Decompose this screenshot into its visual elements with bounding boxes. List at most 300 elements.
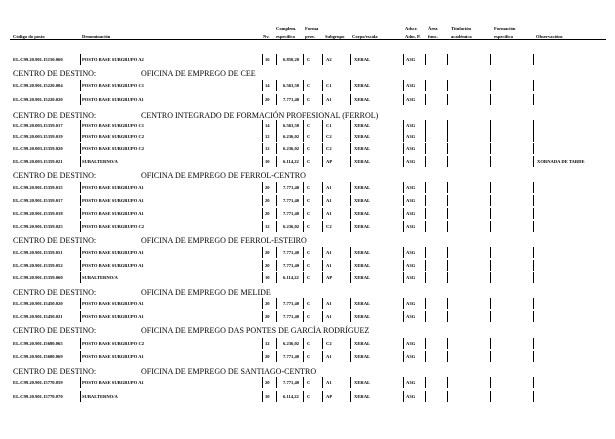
- column-rule: [490, 182, 491, 193]
- column-rule: [490, 247, 491, 258]
- header-denominacion: Denominación: [82, 34, 111, 39]
- column-rule: [80, 272, 81, 283]
- column-rule: [276, 208, 277, 219]
- cell-codigo: EL.C99.20.901.15450.020: [13, 301, 63, 306]
- cell-subgrupo: A1: [326, 263, 332, 268]
- column-rule: [262, 143, 263, 154]
- cell-denominacion: POSTO BASE SUBGRUPO A1: [82, 301, 144, 306]
- cell-codigo: EL.C99.20.901.15220.004: [13, 83, 63, 88]
- column-rule: [533, 221, 534, 232]
- cell-nivel: 20: [265, 250, 270, 255]
- column-rule: [490, 377, 491, 388]
- cell-nivel: 20: [265, 185, 270, 190]
- table-row: [0, 209, 615, 219]
- header-nivel: Nv.: [263, 34, 270, 39]
- column-rule: [80, 94, 81, 105]
- column-rule: [262, 298, 263, 309]
- cell-denominacion: SUBALTERNO/A: [82, 159, 118, 164]
- column-rule: [276, 247, 277, 258]
- column-rule: [303, 311, 304, 322]
- header-formacion-top: Formación: [494, 26, 516, 31]
- column-rule: [425, 351, 426, 362]
- column-rule: [303, 247, 304, 258]
- column-rule: [425, 247, 426, 258]
- cell-nivel: 12: [265, 341, 270, 346]
- section-label: CENTRO DE DESTINO:: [13, 171, 97, 180]
- column-rule: [262, 247, 263, 258]
- column-rule: [533, 195, 534, 206]
- column-rule: [80, 54, 81, 65]
- column-rule: [490, 338, 491, 349]
- column-rule: [425, 260, 426, 271]
- cell-denominacion: POSTO BASE SUBGRUPO A1: [82, 97, 144, 102]
- column-rule: [80, 311, 81, 322]
- cell-subgrupo: A1: [326, 354, 332, 359]
- cell-forma: C: [307, 250, 311, 255]
- column-rule: [303, 182, 304, 193]
- cell-subgrupo: A1: [326, 314, 332, 319]
- column-rule: [262, 131, 263, 142]
- cell-codigo: EL.C99.20.003.15359.019: [13, 134, 63, 139]
- cell-corpo: XERAL: [354, 275, 371, 280]
- cell-corpo: XERAL: [354, 263, 371, 268]
- cell-complemento: 6.236,02: [283, 224, 300, 229]
- column-rule: [322, 195, 323, 206]
- cell-subgrupo: A1: [326, 97, 332, 102]
- column-rule: [276, 120, 277, 131]
- column-rule: [276, 272, 277, 283]
- cell-denominacion: POSTO BASE SUBGRUPO C2: [82, 134, 145, 139]
- cell-complemento: 6.114,22: [283, 275, 299, 280]
- column-rule: [276, 195, 277, 206]
- column-rule: [262, 351, 263, 362]
- cell-adscricion: A3G: [406, 57, 416, 62]
- column-rule: [262, 156, 263, 167]
- column-rule: [490, 80, 491, 91]
- cell-adscricion: A3G: [406, 198, 416, 203]
- column-rule: [303, 80, 304, 91]
- column-rule: [350, 195, 351, 206]
- cell-adscricion: A3G: [406, 275, 416, 280]
- cell-nivel: 10: [265, 394, 270, 399]
- header-corpo: Corpo/escala: [352, 34, 378, 39]
- column-rule: [447, 377, 448, 388]
- cell-nivel: 20: [265, 380, 270, 385]
- cell-forma: C: [307, 354, 311, 359]
- table-row: [0, 352, 615, 362]
- column-rule: [80, 260, 81, 271]
- table-row: [0, 312, 615, 322]
- header-adscricion-top: Adscr.: [405, 26, 418, 31]
- column-rule: [322, 272, 323, 283]
- cell-corpo: XERAL: [354, 83, 371, 88]
- column-rule: [322, 54, 323, 65]
- cell-adscricion: A3G: [406, 263, 416, 268]
- column-rule: [80, 208, 81, 219]
- cell-subgrupo: A1: [326, 185, 332, 190]
- column-rule: [447, 272, 448, 283]
- column-rule: [350, 391, 351, 402]
- column-rule: [80, 131, 81, 142]
- column-rule: [447, 311, 448, 322]
- column-rule: [350, 311, 351, 322]
- cell-denominacion: POSTO BASE SUBGRUPO A1: [82, 211, 144, 216]
- column-rule: [425, 131, 426, 142]
- cell-forma: C: [307, 198, 311, 203]
- column-rule: [533, 351, 534, 362]
- column-rule: [425, 338, 426, 349]
- cell-codigo: EL.C99.20.901.15450.021: [13, 314, 63, 319]
- column-rule: [533, 298, 534, 309]
- column-rule: [425, 54, 426, 65]
- column-rule: [80, 182, 81, 193]
- column-rule: [403, 221, 404, 232]
- column-rule: [533, 247, 534, 258]
- cell-adscricion: A3G: [406, 394, 416, 399]
- cell-complemento: 7.771,40: [283, 198, 300, 203]
- column-rule: [425, 391, 426, 402]
- column-rule: [262, 311, 263, 322]
- cell-denominacion: SUBALTERNO/A: [82, 275, 118, 280]
- cell-adscricion: A3G: [406, 134, 416, 139]
- column-rule: [533, 156, 534, 167]
- header-divider: [10, 39, 606, 40]
- column-rule: [303, 377, 304, 388]
- column-rule: [322, 247, 323, 258]
- cell-corpo: XERAL: [354, 224, 371, 229]
- cell-nivel: 20: [265, 211, 270, 216]
- column-rule: [276, 143, 277, 154]
- cell-nivel: 14: [265, 123, 270, 128]
- cell-nivel: 10: [265, 275, 270, 280]
- column-rule: [80, 143, 81, 154]
- column-rule: [322, 260, 323, 271]
- cell-adscricion: A3G: [406, 97, 416, 102]
- cell-codigo: EL.C99.20.003.15359.021: [13, 159, 63, 164]
- cell-complemento: 7.771,40: [283, 263, 300, 268]
- column-rule: [350, 54, 351, 65]
- cell-complemento: 7.771,40: [283, 211, 300, 216]
- column-rule: [350, 143, 351, 154]
- column-rule: [533, 208, 534, 219]
- column-rule: [303, 54, 304, 65]
- column-rule: [490, 120, 491, 131]
- column-rule: [425, 272, 426, 283]
- cell-codigo: EL.C99.20.003.15359.017: [13, 123, 63, 128]
- cell-forma: C: [307, 211, 311, 216]
- column-rule: [80, 377, 81, 388]
- column-rule: [350, 221, 351, 232]
- column-rule: [533, 391, 534, 402]
- cell-forma: C: [307, 341, 311, 346]
- column-rule: [276, 377, 277, 388]
- cell-observacions: XORNADA DE TARDE: [537, 159, 585, 164]
- cell-complemento: 6.563,50: [283, 83, 300, 88]
- column-rule: [262, 272, 263, 283]
- column-rule: [276, 338, 277, 349]
- column-rule: [322, 143, 323, 154]
- column-rule: [490, 94, 491, 105]
- section-name: OFICINA DE EMPREGO DE FERROL-ESTEIRO: [141, 236, 307, 245]
- column-rule: [322, 131, 323, 142]
- column-rule: [262, 120, 263, 131]
- column-rule: [490, 311, 491, 322]
- table-row: [0, 55, 615, 65]
- cell-denominacion: POSTO BASE SUBGRUPO A2: [82, 57, 144, 62]
- cell-complemento: 6.850,20: [283, 57, 300, 62]
- column-rule: [276, 94, 277, 105]
- table-row: [0, 95, 615, 105]
- section-label: CENTRO DE DESTINO:: [13, 367, 97, 376]
- cell-subgrupo: AP: [326, 394, 333, 399]
- column-rule: [350, 338, 351, 349]
- column-rule: [403, 338, 404, 349]
- table-row: [0, 183, 615, 193]
- column-rule: [447, 80, 448, 91]
- cell-subgrupo: C2: [326, 341, 332, 346]
- table-row: [0, 273, 615, 283]
- column-rule: [303, 391, 304, 402]
- column-rule: [262, 377, 263, 388]
- column-rule: [447, 120, 448, 131]
- column-rule: [403, 54, 404, 65]
- column-rule: [276, 311, 277, 322]
- cell-nivel: 10: [265, 159, 270, 164]
- column-rule: [276, 131, 277, 142]
- cell-codigo: EL.C99.20.901.15359.017: [13, 198, 63, 203]
- cell-forma: C: [307, 146, 311, 151]
- column-rule: [490, 221, 491, 232]
- cell-corpo: XERAL: [354, 159, 371, 164]
- cell-adscricion: A3G: [406, 159, 416, 164]
- column-rule: [350, 260, 351, 271]
- cell-adscricion: A3G: [406, 341, 416, 346]
- column-rule: [322, 377, 323, 388]
- cell-codigo: EL.C99.20.901.15770.070: [13, 394, 63, 399]
- cell-subgrupo: A1: [326, 250, 332, 255]
- cell-nivel: 20: [265, 263, 270, 268]
- cell-forma: C: [307, 314, 311, 319]
- column-rule: [276, 156, 277, 167]
- header-complemento-bottom: específico: [276, 34, 295, 39]
- column-rule: [533, 272, 534, 283]
- cell-forma: C: [307, 134, 311, 139]
- section-label: CENTRO DE DESTINO:: [13, 236, 97, 245]
- column-rule: [303, 298, 304, 309]
- column-rule: [447, 351, 448, 362]
- column-rule: [262, 208, 263, 219]
- cell-codigo: EL.C99.20.901.15359.060: [13, 275, 63, 280]
- cell-subgrupo: A1: [326, 380, 332, 385]
- section-name: OFICINA DE EMPREGO DE SANTIAGO-CENTRO: [141, 367, 317, 376]
- header-formacion-bottom: específica: [494, 34, 513, 39]
- cell-codigo: EL.C99.20.003.15359.020: [13, 146, 63, 151]
- header-observacions: Observacións: [536, 34, 563, 39]
- column-rule: [276, 260, 277, 271]
- cell-adscricion: A3G: [406, 123, 416, 128]
- column-rule: [447, 54, 448, 65]
- section-label: CENTRO DE DESTINO:: [13, 111, 97, 120]
- column-rule: [80, 156, 81, 167]
- column-rule: [403, 377, 404, 388]
- cell-codigo: EL.C99.20.901.15359.015: [13, 185, 63, 190]
- cell-corpo: XERAL: [354, 301, 371, 306]
- column-rule: [262, 54, 263, 65]
- column-rule: [303, 156, 304, 167]
- column-rule: [490, 195, 491, 206]
- cell-subgrupo: A1: [326, 211, 332, 216]
- column-rule: [322, 208, 323, 219]
- column-rule: [303, 94, 304, 105]
- column-rule: [403, 120, 404, 131]
- cell-denominacion: POSTO BASE SUBGRUPO C2: [82, 224, 145, 229]
- cell-denominacion: POSTO BASE SUBGRUPO A1: [82, 198, 144, 203]
- cell-adscricion: A3G: [406, 83, 416, 88]
- table-row: [0, 392, 615, 402]
- table-row: [0, 132, 615, 142]
- cell-codigo: EL.C99.20.901.15680.069: [13, 354, 63, 359]
- cell-nivel: 12: [265, 224, 270, 229]
- column-rule: [80, 338, 81, 349]
- cell-complemento: 6.236,02: [283, 146, 300, 151]
- cell-corpo: XERAL: [354, 134, 371, 139]
- cell-denominacion: POSTO BASE SUBGRUPO C1: [82, 83, 145, 88]
- column-rule: [350, 208, 351, 219]
- column-rule: [303, 338, 304, 349]
- cell-subgrupo: C2: [326, 146, 332, 151]
- column-rule: [490, 143, 491, 154]
- column-rule: [403, 247, 404, 258]
- column-rule: [350, 131, 351, 142]
- cell-complemento: 7.771,40: [283, 314, 300, 319]
- cell-codigo: EL.C99.20.901.15359.052: [13, 263, 63, 268]
- column-rule: [322, 311, 323, 322]
- header-subgrupo: Subgrupo: [325, 34, 345, 39]
- column-rule: [533, 120, 534, 131]
- column-rule: [533, 311, 534, 322]
- cell-corpo: XERAL: [354, 341, 371, 346]
- column-rule: [276, 391, 277, 402]
- cell-complemento: 6.114,22: [283, 159, 299, 164]
- column-rule: [425, 195, 426, 206]
- cell-adscricion: A3G: [406, 301, 416, 306]
- column-rule: [447, 208, 448, 219]
- cell-nivel: 14: [265, 83, 270, 88]
- cell-nivel: 16: [265, 57, 270, 62]
- cell-corpo: XERAL: [354, 198, 371, 203]
- cell-nivel: 20: [265, 314, 270, 319]
- cell-corpo: XERAL: [354, 211, 371, 216]
- column-rule: [425, 80, 426, 91]
- cell-codigo: EL.C99.20.901.15220.020: [13, 97, 63, 102]
- cell-nivel: 20: [265, 198, 270, 203]
- column-rule: [303, 351, 304, 362]
- cell-forma: C: [307, 275, 311, 280]
- header-adscricion-bottom: Adm. P.: [405, 34, 421, 39]
- section-label: CENTRO DE DESTINO:: [13, 326, 97, 335]
- cell-adscricion: A3G: [406, 314, 416, 319]
- cell-denominacion: POSTO BASE SUBGRUPO A1: [82, 354, 144, 359]
- column-rule: [350, 156, 351, 167]
- cell-complemento: 7.771,40: [283, 250, 300, 255]
- table-row: [0, 121, 615, 131]
- table-row: [0, 339, 615, 349]
- column-rule: [447, 247, 448, 258]
- table-row: [0, 299, 615, 309]
- column-rule: [322, 391, 323, 402]
- cell-nivel: 20: [265, 354, 270, 359]
- column-rule: [533, 260, 534, 271]
- cell-codigo: EL.C99.20.901.15150.060: [13, 57, 63, 62]
- column-rule: [403, 94, 404, 105]
- column-rule: [350, 94, 351, 105]
- column-rule: [262, 338, 263, 349]
- column-rule: [447, 260, 448, 271]
- cell-corpo: XERAL: [354, 380, 371, 385]
- column-rule: [322, 221, 323, 232]
- column-rule: [490, 208, 491, 219]
- section-name: OFICINA DE EMPREGO DE MELIDE: [141, 288, 271, 297]
- column-rule: [276, 182, 277, 193]
- cell-denominacion: POSTO BASE SUBGRUPO C1: [82, 123, 145, 128]
- column-rule: [322, 120, 323, 131]
- section-label: CENTRO DE DESTINO:: [13, 288, 97, 297]
- cell-subgrupo: A2: [326, 57, 332, 62]
- cell-forma: C: [307, 224, 311, 229]
- column-rule: [425, 120, 426, 131]
- column-rule: [447, 156, 448, 167]
- cell-complemento: 7.771,40: [283, 185, 300, 190]
- cell-forma: C: [307, 57, 311, 62]
- table-row: [0, 81, 615, 91]
- cell-adscricion: A3G: [406, 250, 416, 255]
- cell-forma: C: [307, 301, 311, 306]
- cell-subgrupo: C2: [326, 224, 332, 229]
- column-rule: [350, 120, 351, 131]
- cell-codigo: EL.C99.20.901.15359.025: [13, 224, 63, 229]
- column-rule: [447, 221, 448, 232]
- column-rule: [303, 195, 304, 206]
- cell-codigo: EL.C99.20.901.15359.018: [13, 211, 63, 216]
- header-complemento-top: Complem.: [276, 26, 297, 31]
- column-rule: [533, 54, 534, 65]
- header-forma-top: Forma: [305, 26, 319, 31]
- column-rule: [490, 391, 491, 402]
- column-rule: [403, 298, 404, 309]
- cell-adscricion: A3G: [406, 354, 416, 359]
- cell-complemento: 7.771,40: [283, 301, 300, 306]
- column-rule: [425, 182, 426, 193]
- cell-adscricion: A3G: [406, 185, 416, 190]
- column-rule: [322, 156, 323, 167]
- column-rule: [303, 120, 304, 131]
- column-rule: [276, 221, 277, 232]
- header-forma-bottom: prov.: [305, 34, 315, 39]
- column-rule: [262, 260, 263, 271]
- column-rule: [303, 272, 304, 283]
- column-rule: [303, 208, 304, 219]
- column-rule: [533, 80, 534, 91]
- cell-codigo: EL.C99.20.901.15359.051: [13, 250, 63, 255]
- column-rule: [533, 94, 534, 105]
- column-rule: [425, 377, 426, 388]
- column-rule: [425, 143, 426, 154]
- column-rule: [350, 247, 351, 258]
- column-rule: [80, 247, 81, 258]
- column-rule: [425, 221, 426, 232]
- column-rule: [276, 80, 277, 91]
- column-rule: [447, 182, 448, 193]
